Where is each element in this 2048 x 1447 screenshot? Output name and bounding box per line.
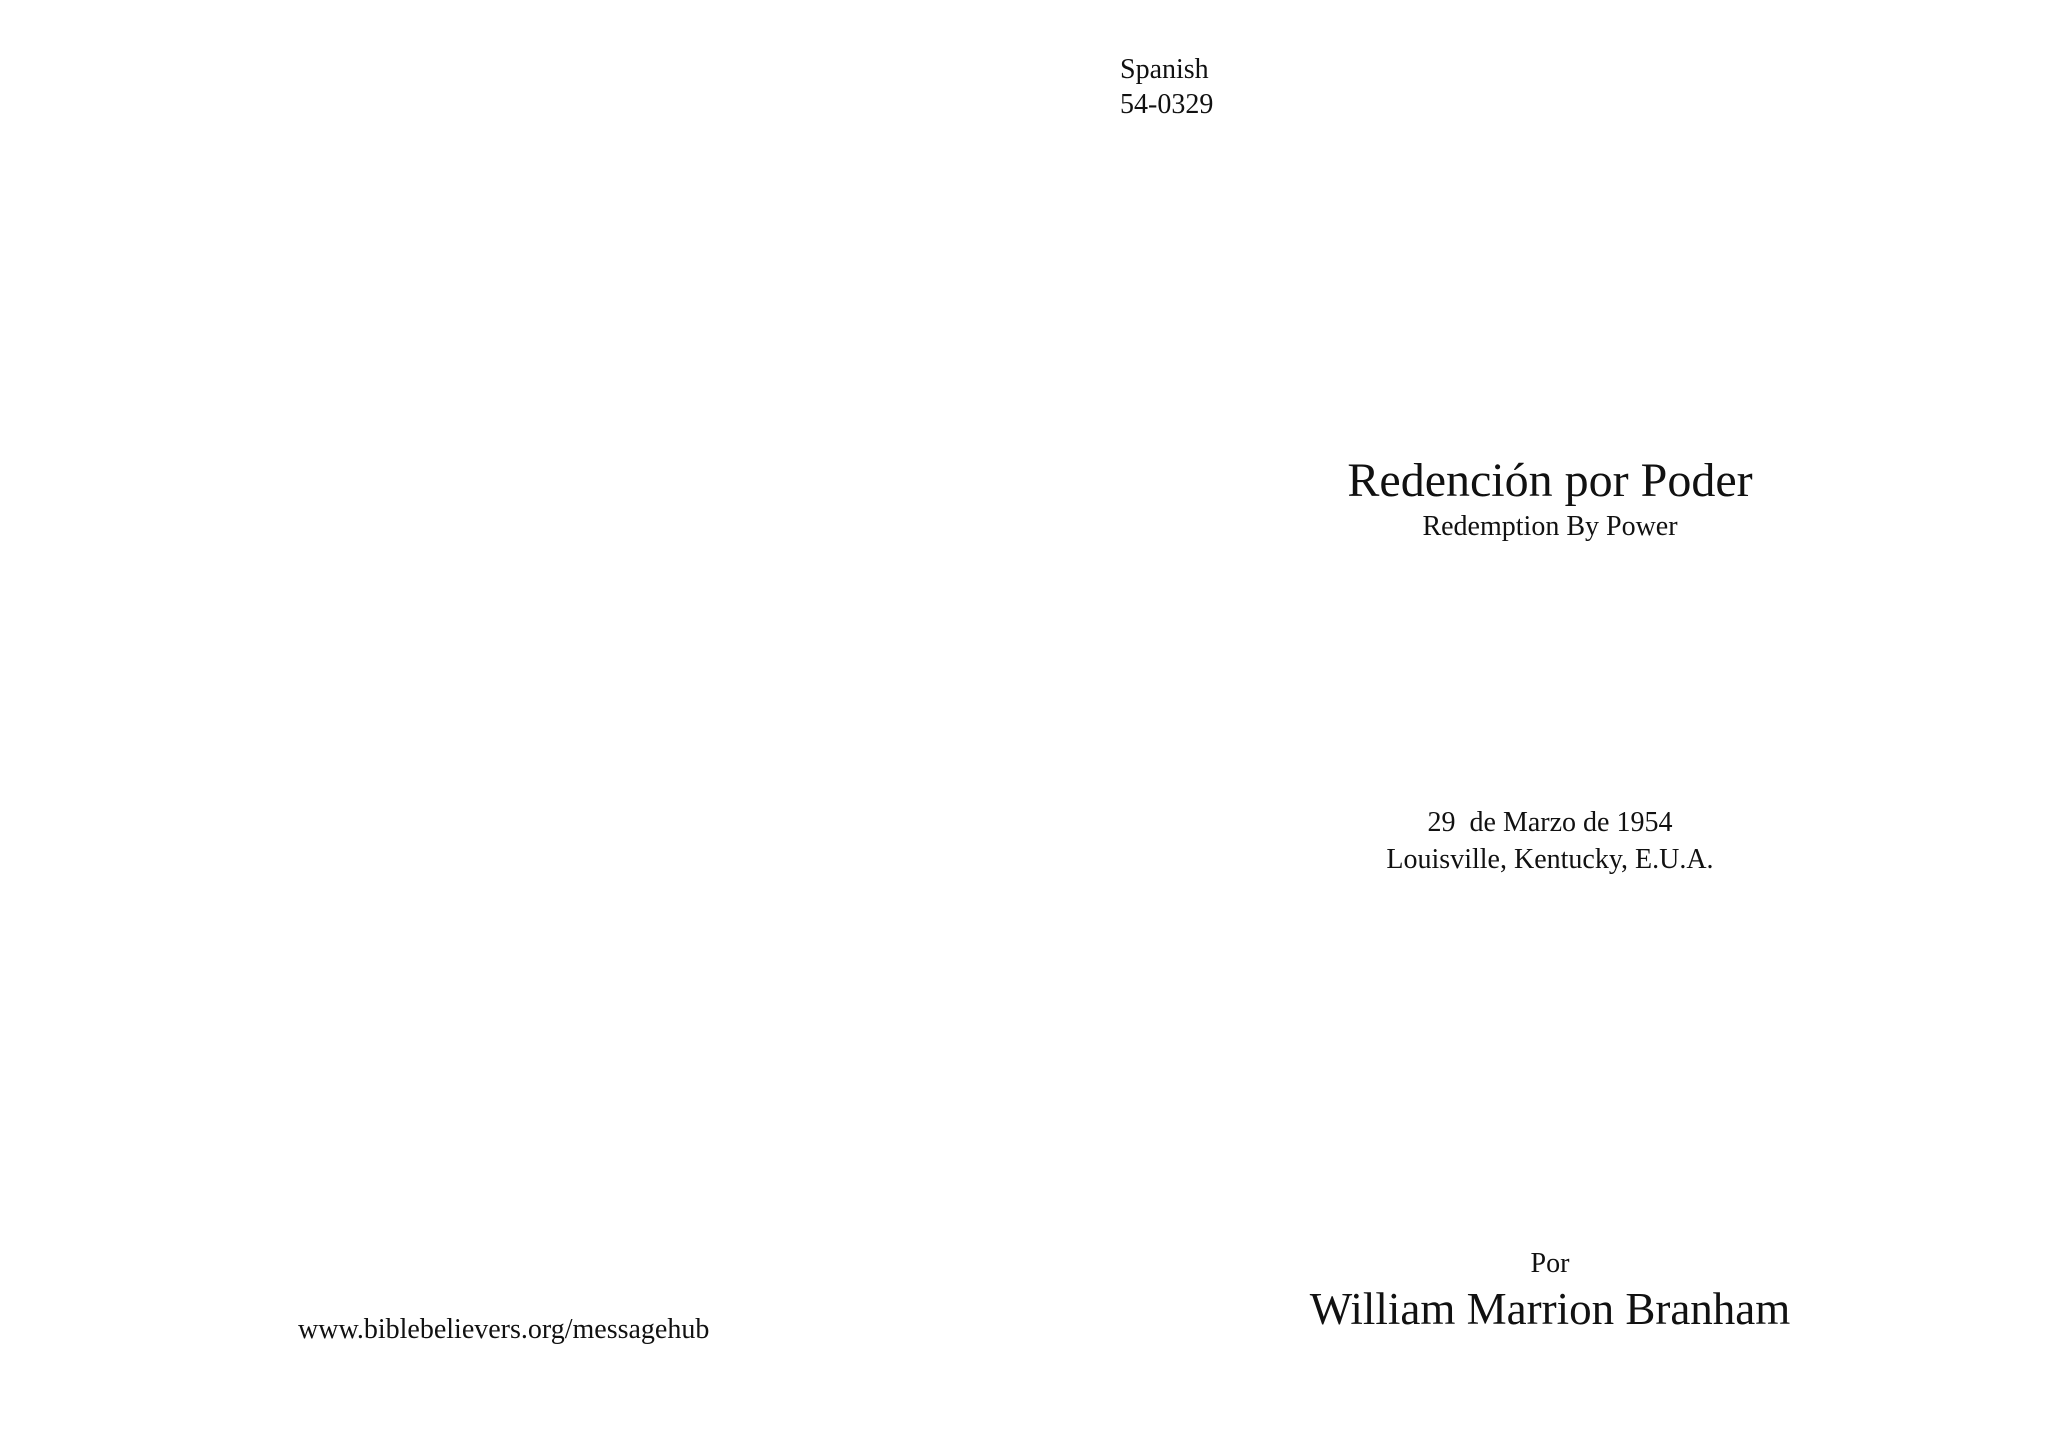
author-name: William Marrion Branham xyxy=(1309,1284,1791,1334)
title-block xyxy=(1190,452,1910,544)
language-label: Spanish xyxy=(1120,54,1209,85)
website-link[interactable]: www.biblebelievers.org/messagehub xyxy=(298,1314,710,1345)
header-code-block xyxy=(1120,52,1213,122)
sermon-subtitle: Redemption By Power xyxy=(1422,511,1678,542)
sermon-code: 54-0329 xyxy=(1120,89,1214,120)
by-label: Por xyxy=(1530,1248,1570,1279)
sermon-location: Louisville, Kentucky, E.U.A. xyxy=(1386,844,1714,875)
sermon-title: Redención por Poder xyxy=(1347,454,1753,507)
date-location-block xyxy=(1190,804,1910,878)
sermon-date: 29 de Marzo de 1954 xyxy=(1427,807,1673,838)
author-block xyxy=(1190,1246,1910,1336)
